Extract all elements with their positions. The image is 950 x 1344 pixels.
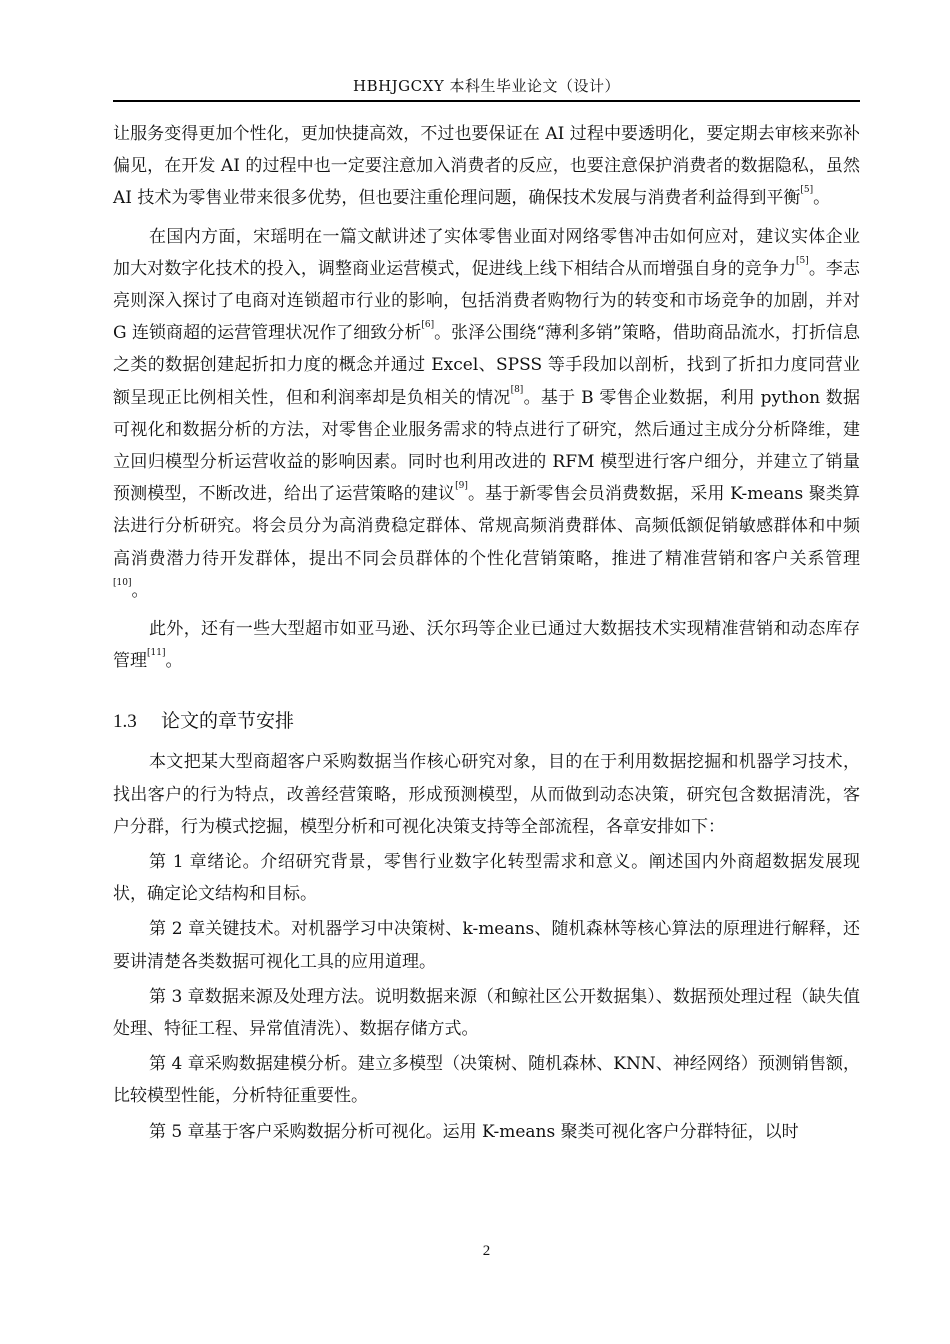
paragraph-chapter-3: 第 3 章数据来源及处理方法。说明数据来源（和鲸社区公开数据集）、数据预处理过程（缺失值处理、特征工程、异常值清洗）、数据存储方式。 xyxy=(113,986,860,1040)
paragraph-domestic-research xyxy=(113,221,860,607)
header-rule xyxy=(113,100,860,102)
paragraph-chapter-5: 第 5 章基于客户采购数据分析可视化。运用 K-means 聚类可视化客户分群特征，以时 xyxy=(149,1121,799,1142)
paragraph-section-intro: 本文把某大型商超客户采购数据当作核心研究对象，目的在于利用数据挖掘和机器学习技术，找出客户的行为特点，改善经营策略，形成预测模型，从而做到动态决策，研究包含数据清洗，客户分群，行为模式挖掘，模型分析和可视化决策支持等全部流程，各章安排如下： xyxy=(113,752,860,837)
citation: [9] xyxy=(455,481,468,492)
paragraph-text: 让服务变得更加个性化，更加快捷高效，不过也要保证在 AI 过程中要透明化，要定期去审核来弥补偏见，在开发 AI 的过程中也一定要注意加入消费者的反应，也要注意保护消费者的数据隐私，虽然 AI 技术为零售业带来很多优势，但也要注重伦理问题，确保技术发展与消费者利益得到平衡 xyxy=(113,124,860,209)
page-number: 2 xyxy=(482,1243,491,1259)
citation: [10] xyxy=(113,577,132,588)
paragraph-end: 。 xyxy=(165,651,183,672)
paragraph-end: 。 xyxy=(813,188,831,209)
section-number: 1.3 xyxy=(113,711,137,733)
paragraph-ai-ethics xyxy=(113,118,860,215)
body-text xyxy=(113,118,860,1148)
paragraph-text: 。李志亮则深入探讨了电商对连锁超市行业的影响，包括消费者购物行为的转变和市场竞争的加剧，并对 G 连锁商超的运营管理状况作了细致分析 xyxy=(113,258,861,344)
citation: [5] xyxy=(796,255,809,266)
paragraph-text: 在国内方面，宋瑶明在一篇文献讲述了实体零售业面对网络零售冲击如何应对，建议实体企业加大对数字化技术的投入，调整商业运营模式，促进线上线下相结合从而增强自身的竞争力 xyxy=(113,226,860,279)
citation: [6] xyxy=(421,320,435,331)
citation: [5] xyxy=(800,185,814,196)
paragraph-end: 。 xyxy=(131,580,149,601)
paragraph-text: 。基于 B 零售企业数据，利用 python 数据可视化和数据分析的方法，对零售企业服务需求的特点进行了研究，然后通过主成分分析降维，建立回归模型分析运营收益的影响因素。同时也利用改进的 RFM 模型进行客户细分，并建立了销量预测模型，不断改进，给出了运营策略的建议 xyxy=(113,387,861,505)
paragraph-text: 。张泽公围绕“薄利多销”策略，借助商品流水，打折信息之类的数据创建起折扣力度的概念并通过 Excel、SPSS 等手段加以剖析，找到了折扣力度同营业额呈现正比例相关性，但和利润率却是负相关的情况 xyxy=(113,323,860,408)
citation: [11] xyxy=(147,648,166,659)
paragraph-chapter-2: 第 2 章关键技术。对机器学习中决策树、k-means、随机森林等核心算法的原理进行解释，还要讲清楚各类数据可视化工具的应用道理。 xyxy=(113,919,860,972)
running-header: HBHJGCXY 本科生毕业论文（设计） xyxy=(352,77,620,95)
paragraph-text: 此外，还有一些大型超市如亚马逊、沃尔玛等企业已通过大数据技术实现精准营销和动态库存管理 xyxy=(113,619,860,672)
paragraph-chapter-1: 第 1 章绪论。介绍研究背景，零售行业数字化转型需求和意义。阐述国内外商超数据发展现状，确定论文结构和目标。 xyxy=(113,852,860,905)
section-heading xyxy=(113,701,860,742)
paragraph-big-supermarkets xyxy=(113,613,860,677)
section-title: 论文的章节安排 xyxy=(161,710,295,733)
citation: [8] xyxy=(510,384,524,395)
paragraph-text: 。基于新零售会员消费数据，采用 K-means 聚类算法进行分析研究。将会员分为高消费稳定群体、常规高频消费群体、高频低额促销敏感群体和中频高消费潜力待开发群体，提出不同会员群体的个性化营销策略，推进了精准营销和客户关系管理 xyxy=(113,484,860,569)
paragraph-chapter-4: 第 4 章采购数据建模分析。建立多模型（决策树、随机森林、KNN、神经网络）预测销售额，比较模型性能，分析特征重要性。 xyxy=(113,1054,860,1107)
